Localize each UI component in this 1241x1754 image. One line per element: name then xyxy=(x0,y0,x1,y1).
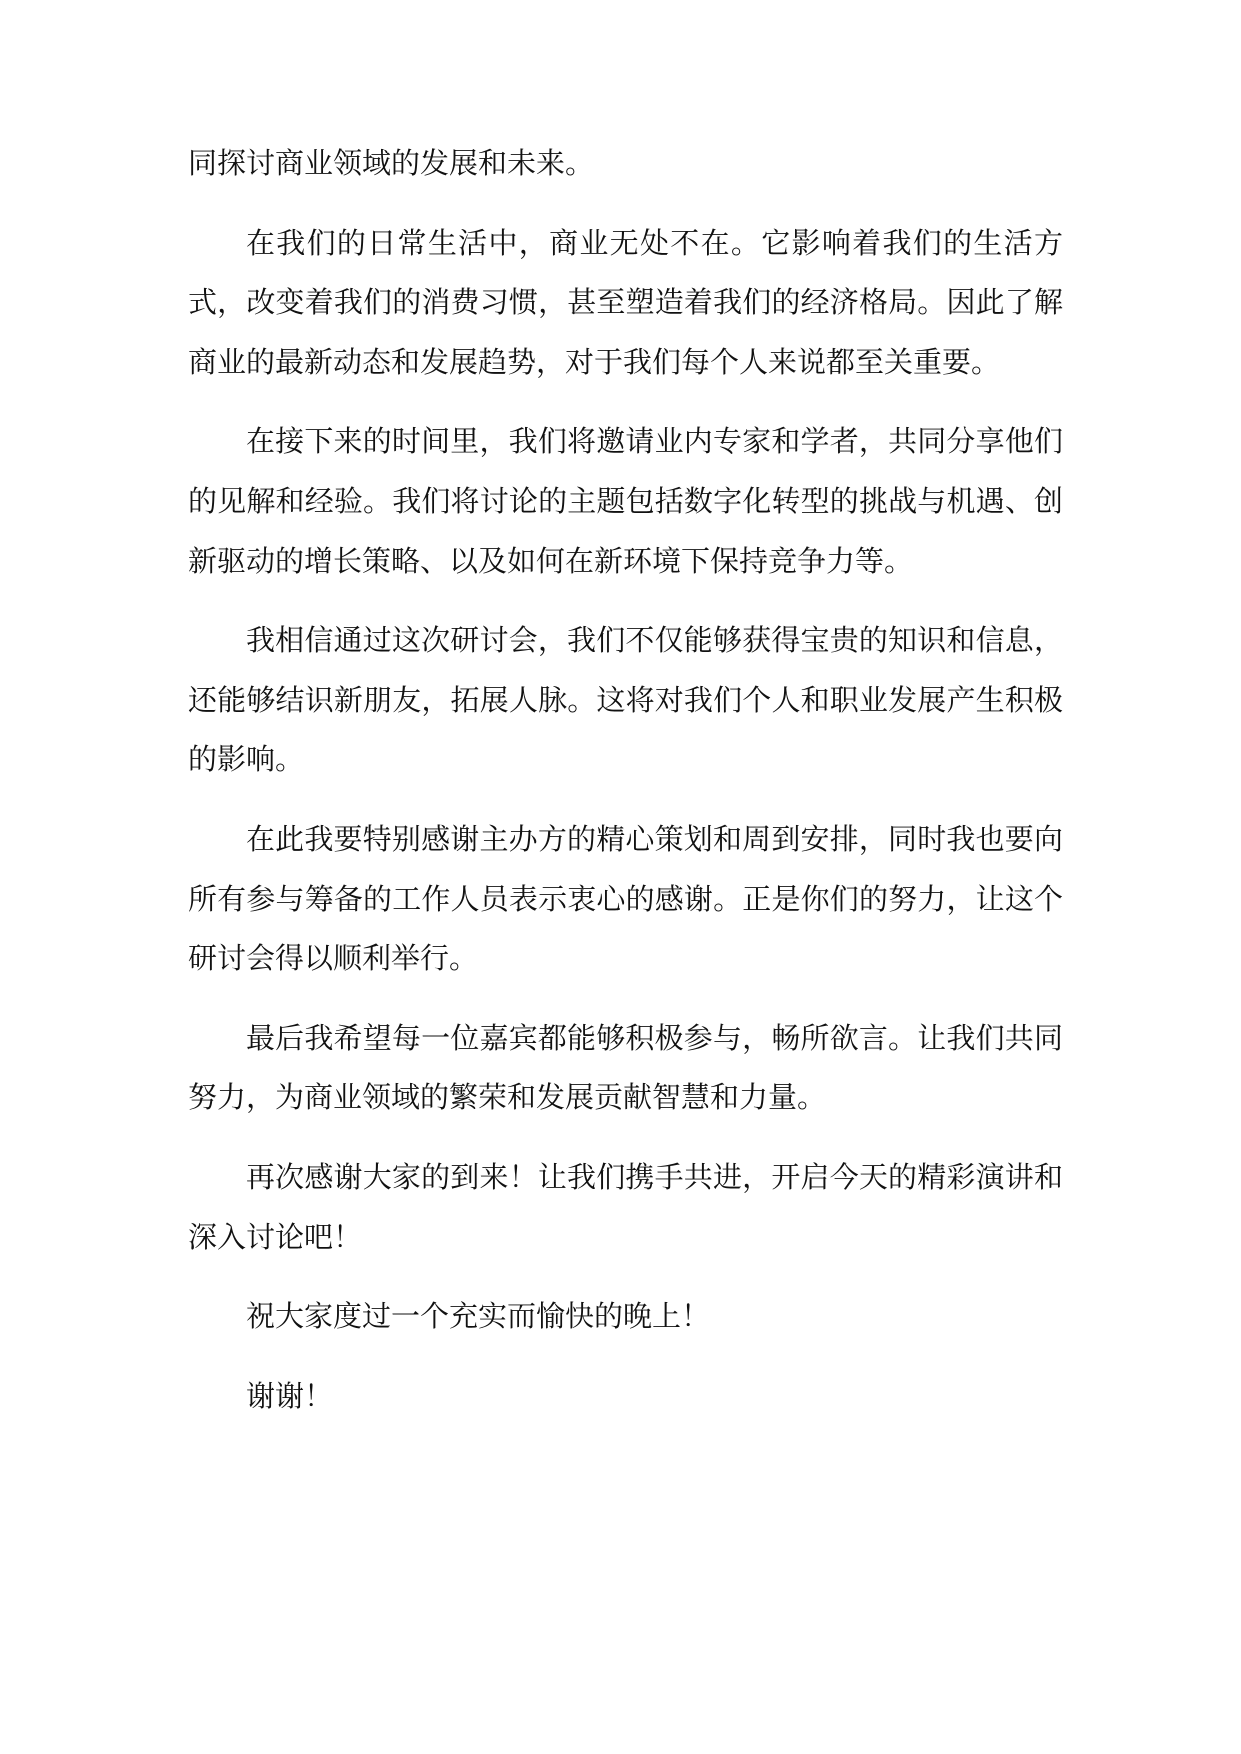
paragraph-8: 祝大家度过一个充实而愉快的晚上！ xyxy=(246,1299,711,1334)
paragraph-9: 谢谢！ xyxy=(246,1378,334,1413)
paragraph-5: 在此我要特别感谢主办方的精心策划和周到安排，同时我也要向所有参与筹备的工作人员表示衷心的感谢。正是你们的努力，让这个研讨会得以顺利举行。 xyxy=(188,821,1063,976)
paragraph-7: 再次感谢大家的到来！让我们携手共进，开启今天的精彩演讲和深入讨论吧！ xyxy=(188,1159,1063,1254)
paragraph-6: 最后我希望每一位嘉宾都能够积极参与，畅所欲言。让我们共同努力，为商业领域的繁荣和发展贡献智慧和力量。 xyxy=(188,1020,1063,1115)
document-body xyxy=(188,134,1063,1446)
paragraph-4: 我相信通过这次研讨会，我们不仅能够获得宝贵的知识和信息，还能够结识新朋友，拓展人脉。这将对我们个人和职业发展产生积极的影响。 xyxy=(188,623,1063,777)
paragraph-3: 在接下来的时间里，我们将邀请业内专家和学者，共同分享他们的见解和经验。我们将讨论的主题包括数字化转型的挑战与机遇、创新驱动的增长策略、以及如何在新环境下保持竞争力等。 xyxy=(188,424,1063,578)
paragraph-1: 同探讨商业领域的发展和未来。 xyxy=(188,146,595,180)
paragraph-2: 在我们的日常生活中，商业无处不在。它影响着我们的生活方式，改变着我们的消费习惯，甚至塑造着我们的经济格局。因此了解商业的最新动态和发展趋势，对于我们每个人来说都至关重要。 xyxy=(188,225,1063,379)
